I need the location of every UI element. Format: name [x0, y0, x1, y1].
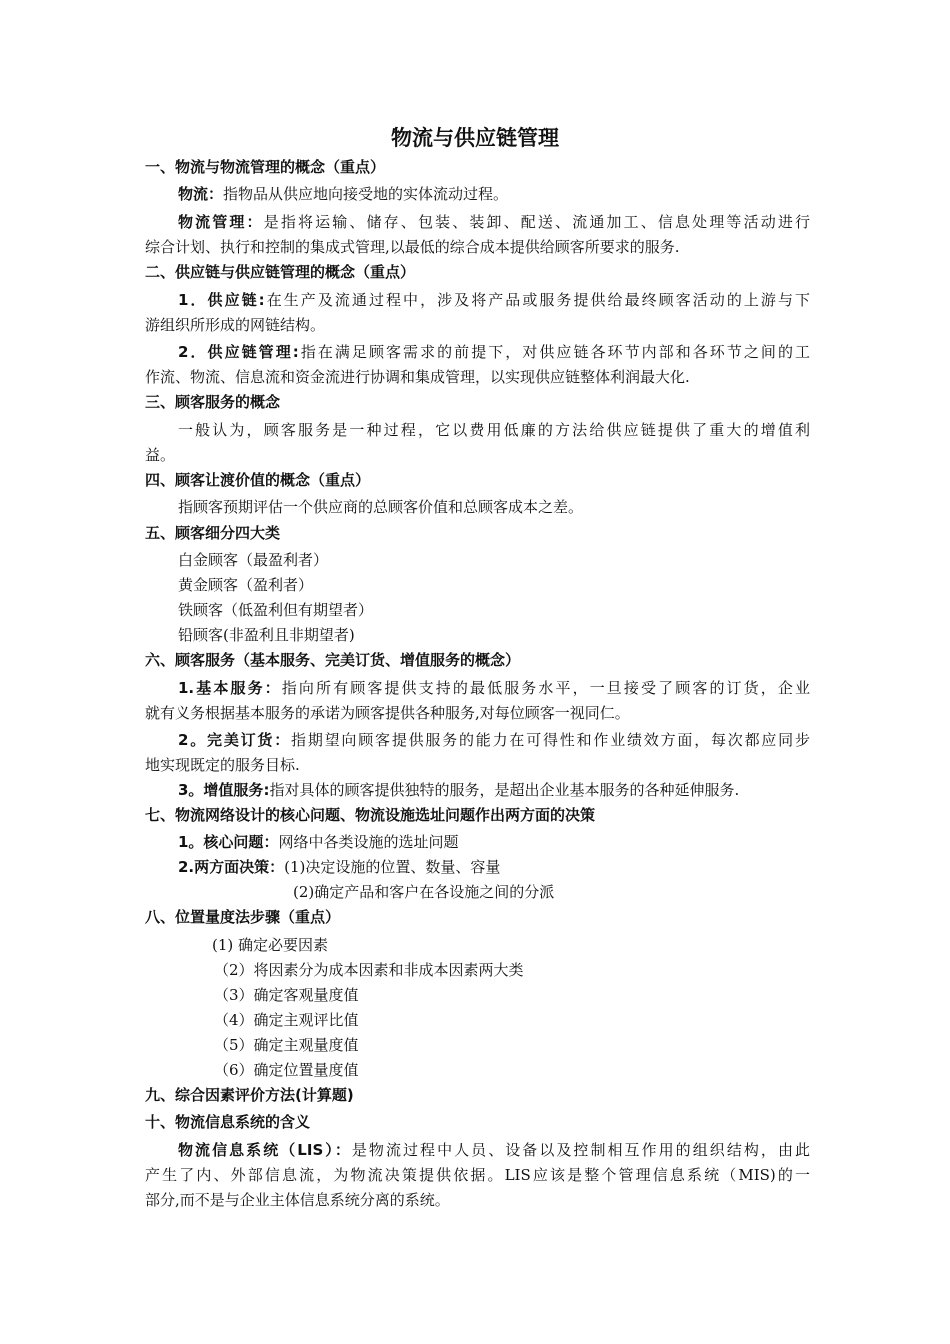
s3-line-1: 一般认为，顾客服务是一种过程，它以费用低廉的方法给供应链提供了重大的增值利 — [178, 421, 810, 439]
term: 1．供应链: — [178, 291, 265, 309]
list-item: 白金顾客（最盈利者） — [178, 551, 329, 569]
step-item: （5）确定主观量度值 — [214, 1036, 359, 1054]
s6-paragraph-1-line-2: 就有义务根据基本服务的承诺为顾客提供各种服务,对每位顾客一视同仁。 — [145, 704, 630, 722]
s2-paragraph-2-line-1 — [178, 342, 810, 362]
s1-paragraph-1 — [178, 184, 810, 204]
step-item: （2）将因素分为成本因素和非成本因素两大类 — [214, 961, 524, 979]
term: 2。完美订货： — [178, 731, 292, 749]
s6-paragraph-3-line-1 — [178, 780, 810, 800]
s3-line-2: 益。 — [145, 446, 176, 464]
term: 物流信息系统（LIS）： — [178, 1141, 352, 1159]
section-9-heading: 九、综合因素评价方法(计算题) — [145, 1086, 354, 1104]
s2-paragraph-1-line-2: 游组织所形成的网链结构。 — [145, 316, 326, 334]
list-item: 黄金顾客（盈利者） — [178, 576, 314, 594]
step-item: （3）确定客观量度值 — [214, 986, 359, 1004]
section-10-heading: 十、物流信息系统的含义 — [145, 1113, 311, 1131]
text: 网络中各类设施的选址问题 — [278, 833, 459, 851]
s6-paragraph-2-line-2: 地实现既定的服务目标. — [145, 756, 300, 774]
step-item: （6）确定位置量度值 — [214, 1061, 359, 1079]
section-2-heading: 二、供应链与供应链管理的概念（重点） — [145, 263, 416, 281]
section-6-heading: 六、顾客服务（基本服务、完美订货、增值服务的概念） — [145, 651, 521, 669]
s6-paragraph-2-line-1 — [178, 730, 810, 750]
text: 指物品从供应地向接受地的实体流动过程。 — [223, 185, 509, 203]
text: 指对具体的顾客提供独特的服务，是超出企业基本服务的各种延伸服务. — [269, 781, 740, 799]
s4-line-1: 指顾客预期评估一个供应商的总顾客价值和总顾客成本之差。 — [178, 498, 584, 516]
s10-line-3: 部分,而不是与企业主体信息系统分离的系统。 — [145, 1191, 450, 1209]
s7-paragraph-2-cont: (2)确定产品和客户在各设施之间的分派 — [293, 883, 555, 901]
section-4-heading: 四、顾客让渡价值的概念（重点） — [145, 471, 371, 489]
s6-paragraph-1-line-1 — [178, 678, 810, 698]
text: 是物流过程中人员、设备以及控制相互作用的组织结构，由此 — [351, 1141, 810, 1159]
s7-paragraph-1 — [178, 832, 810, 852]
s7-paragraph-2 — [178, 857, 810, 877]
term: 物流： — [178, 185, 224, 203]
s2-paragraph-2-line-2: 作流、物流、信息流和资金流进行协调和集成管理，以实现供应链整体利润最大化. — [145, 368, 690, 386]
list-item: 铁顾客（低盈利但有期望者） — [178, 601, 374, 619]
text: (1)决定设施的位置、数量、容量 — [284, 858, 501, 876]
s1-paragraph-2-line-2: 综合计划、执行和控制的集成式管理,以最低的综合成本提供给顾客所要求的服务. — [145, 238, 680, 256]
section-5-heading: 五、顾客细分四大类 — [145, 524, 281, 542]
s1-paragraph-2-line-1 — [178, 212, 810, 232]
step-item: (1) 确定必要因素 — [212, 936, 329, 954]
section-7-heading: 七、物流网络设计的核心问题、物流设施选址问题作出两方面的决策 — [145, 806, 596, 824]
text: 指向所有顾客提供支持的最低服务水平，一旦接受了顾客的订货，企业 — [281, 679, 810, 697]
section-8-heading: 八、位置量度法步骤（重点） — [145, 908, 341, 926]
text: 在生产及流通过程中，涉及将产品或服务提供给最终顾客活动的上游与下 — [264, 291, 810, 309]
text: 是指将运输、储存、包装、装卸、配送、流通加工、信息处理等活动进行 — [263, 213, 810, 231]
document-title: 物流与供应链管理 — [391, 126, 559, 150]
section-3-heading: 三、顾客服务的概念 — [145, 393, 281, 411]
step-item: （4）确定主观评比值 — [214, 1011, 359, 1029]
term: 1.基本服务： — [178, 679, 282, 697]
text: 指期望向顾客提供服务的能力在可得性和作业绩效方面，每次都应同步 — [291, 731, 810, 749]
list-item: 铅顾客(非盈利且非期望者) — [178, 626, 355, 644]
term: 物流管理： — [178, 213, 264, 231]
term: 2．供应链管理: — [178, 343, 299, 361]
s10-line-1 — [178, 1140, 810, 1160]
section-1-heading: 一、物流与物流管理的概念（重点） — [145, 158, 386, 176]
term: 2.两方面决策： — [178, 858, 285, 876]
term: 1。核心问题： — [178, 833, 279, 851]
text: 指在满足顾客需求的前提下，对供应链各环节内部和各环节之间的工 — [298, 343, 810, 361]
s10-line-2: 产生了内、外部信息流，为物流决策提供依据。LIS应该是整个管理信息系统（MIS)的一 — [145, 1166, 810, 1184]
term: 3。增值服务: — [178, 781, 270, 799]
s2-paragraph-1-line-1 — [178, 290, 810, 310]
